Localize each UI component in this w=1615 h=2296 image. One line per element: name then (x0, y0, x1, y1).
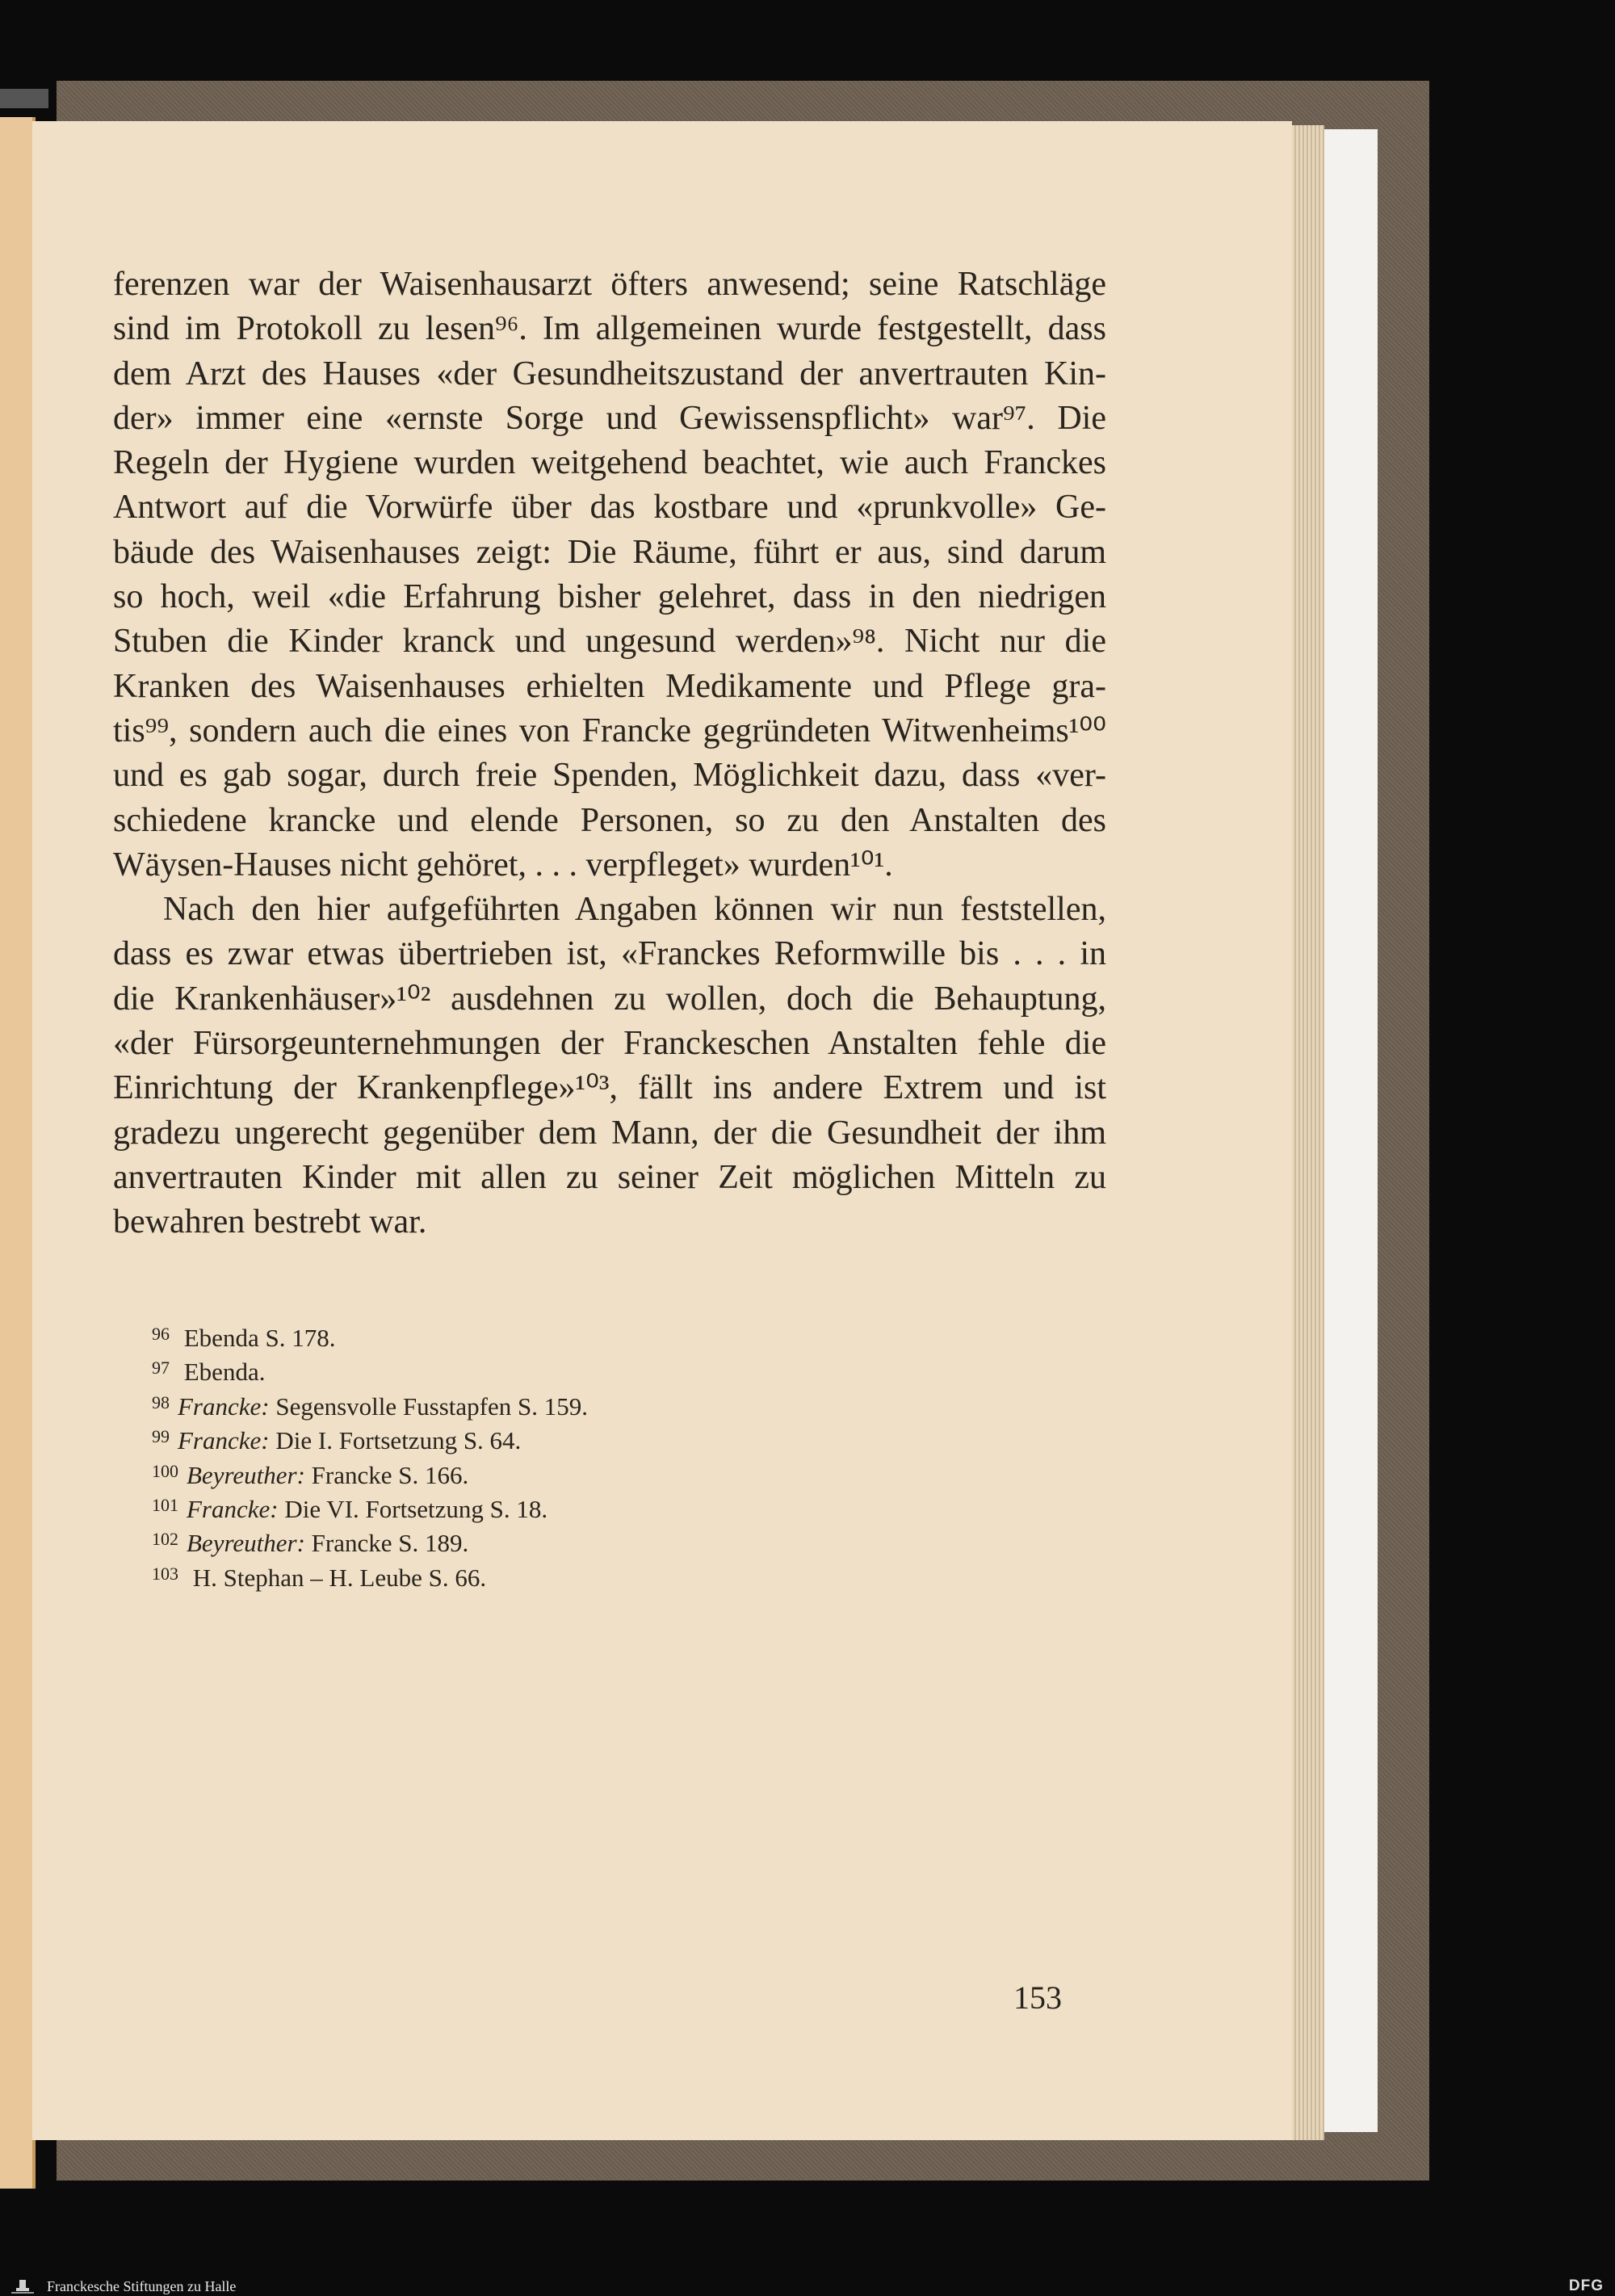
page-clip (0, 89, 48, 108)
text-line: die Krankenhäuser»¹⁰² ausdehnen zu wollen, doch die Behauptung, (113, 980, 1106, 1018)
text-line: Wäysen-Hauses nicht gehöret, . . . verpfleget» wurden¹⁰¹. (113, 846, 893, 884)
text-line: dem Arzt des Hauses «der Gesundheitszustand der anvertrauten Kin- (113, 355, 1106, 392)
text-line: Kranken des Waisenhauses erhielten Medikamente und Pflege gra- (113, 667, 1106, 705)
dfg-logo: DFG (1568, 2277, 1604, 2294)
footnote-author: Francke: (178, 1391, 270, 1421)
viewer-footer (0, 2277, 1615, 2296)
text-line: Einrichtung der Krankenpflege»¹⁰³, fällt ins andere Extrem und ist (113, 1069, 1106, 1107)
footnote-author: Francke: (178, 1426, 270, 1455)
institution-name[interactable]: Franckesche Stiftungen zu Halle (47, 2278, 237, 2294)
footnote (152, 1559, 879, 1593)
text-line: anvertrauten Kinder mit allen zu seiner Zeit möglichen Mitteln zu (113, 1158, 1106, 1196)
text-line: so hoch, weil «die Erfahrung bisher gelehret, dass in den niedrigen (113, 578, 1106, 616)
footnote-number: 96 (152, 1324, 170, 1344)
footnote (152, 1319, 879, 1353)
footnote-number: 99 (152, 1426, 170, 1447)
footnote-author: Beyreuther: (187, 1460, 305, 1489)
footnote (152, 1387, 879, 1421)
footnote-author: Beyreuther: (187, 1529, 305, 1558)
text-line: tis⁹⁹, sondern auch die eines von Francke gegründeten Witwenheims¹⁰⁰ (113, 711, 1106, 749)
footnote-number: 97 (152, 1358, 170, 1379)
text-line: sind im Protokoll zu lesen⁹⁶. Im allgemeinen wurde festgestellt, dass (113, 310, 1106, 348)
footnote-text: Die I. Fortsetzung S. 64. (275, 1426, 522, 1455)
footnote-number: 100 (152, 1460, 178, 1481)
footnotes (152, 1319, 879, 1593)
footnote-number: 98 (152, 1391, 170, 1412)
footnote-number: 101 (152, 1495, 178, 1516)
text-line: dass es zwar etwas übertrieben ist, «Franckes Reformwille bis . . . in (113, 935, 1106, 973)
footnote-number: 102 (152, 1529, 178, 1550)
text-line: bäude des Waisenhauses zeigt: Die Räume, führt er aus, sind darum (113, 533, 1106, 571)
text-line: und es gab sogar, durch freie Spenden, Möglichkeit dazu, dass «ver- (113, 757, 1106, 795)
page-number: 153 (1013, 1979, 1062, 2016)
footnote-text: Ebenda. (183, 1358, 266, 1387)
footnote (152, 1524, 879, 1558)
footnote-text: Die VI. Fortsetzung S. 18. (284, 1495, 548, 1524)
left-page-edge (0, 117, 36, 2189)
footnote-number: 103 (152, 1563, 178, 1584)
text-line: ferenzen war der Waisenhausarzt öfters anwesend; seine Ratschläge (113, 266, 1106, 303)
text-line: Stuben die Kinder kranck und ungesund werden»⁹⁸. Nicht nur die (113, 623, 1106, 661)
text-line: «der Fürsorgeunternehmungen der Franckeschen Anstalten fehle die (113, 1025, 1106, 1063)
footnote-text: H. Stephan – H. Leube S. 66. (192, 1563, 487, 1592)
text-line: Nach den hier aufgeführten Angaben können wir nun feststellen, (163, 891, 1106, 929)
footnote (152, 1456, 879, 1490)
text-line: schiedene krancke und elende Personen, so zu den Anstalten des (113, 801, 1106, 839)
footnote-text: Francke S. 166. (311, 1460, 469, 1489)
book-page (32, 121, 1292, 2140)
page-edge-white (1324, 129, 1378, 2132)
text-line: gradezu ungerecht gegenüber dem Mann, der die Gesundheit der ihm (113, 1114, 1106, 1152)
footnote-text: Ebenda S. 178. (183, 1324, 336, 1352)
text-line: bewahren bestrebt war. (113, 1203, 427, 1241)
footnote (152, 1353, 879, 1387)
footnote-author: Francke: (187, 1495, 279, 1524)
text-line: Antwort auf die Vorwürfe über das kostbare und «prunkvolle» Ge- (113, 489, 1106, 527)
body-text (113, 262, 1106, 1245)
footnote-text: Francke S. 189. (311, 1529, 469, 1558)
footnote (152, 1421, 879, 1455)
text-line: Regeln der Hygiene wurden weitgehend beachtet, wie auch Franckes (113, 444, 1106, 482)
footnote-text: Segensvolle Fusstapfen S. 159. (275, 1391, 588, 1421)
institution-logo-icon (10, 2278, 36, 2295)
footnote (152, 1490, 879, 1524)
text-line: der» immer eine «ernste Sorge und Gewissenspflicht» war⁹⁷. Die (113, 399, 1106, 437)
